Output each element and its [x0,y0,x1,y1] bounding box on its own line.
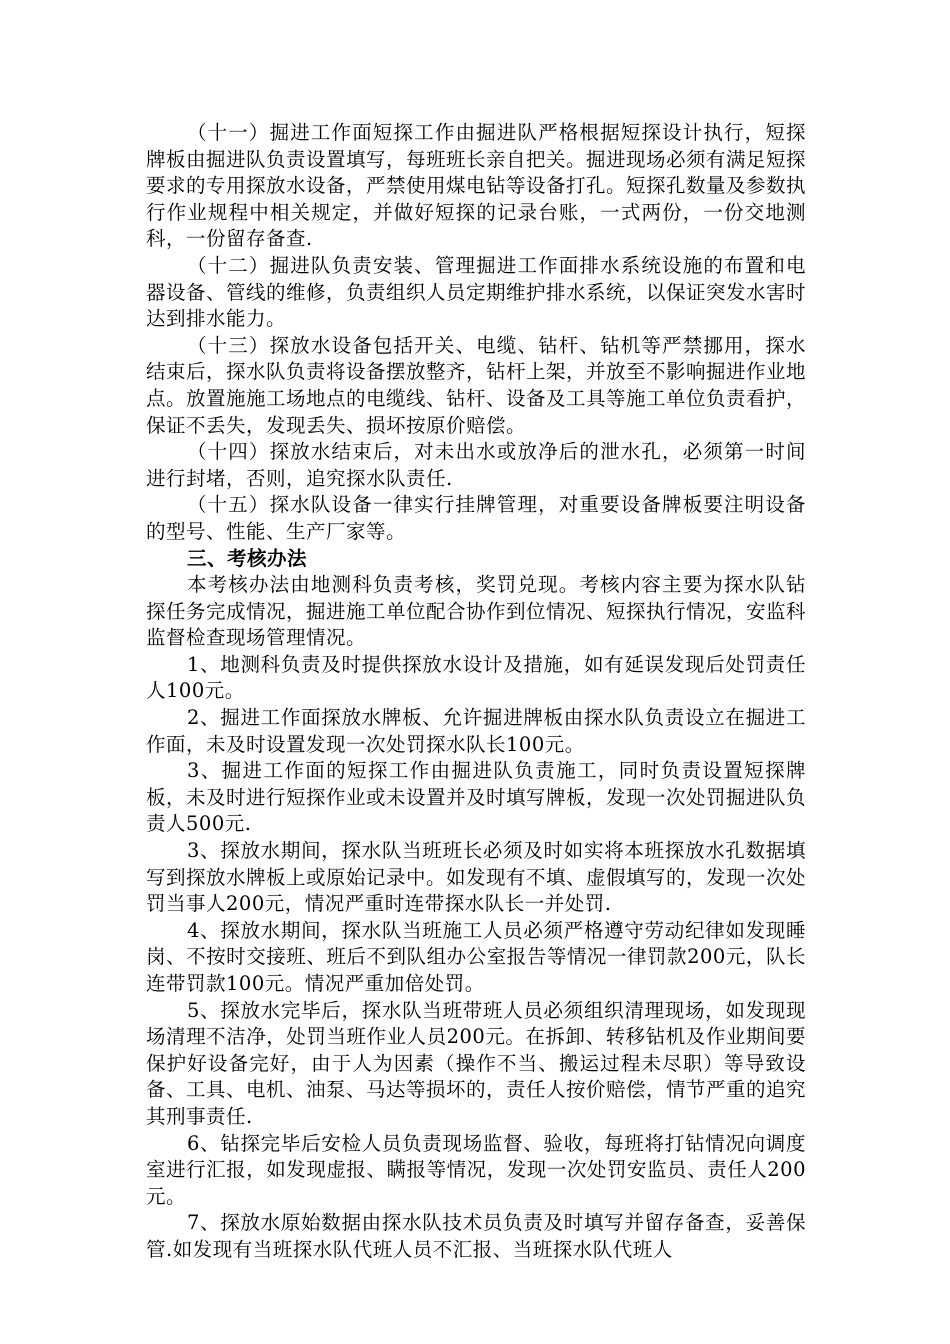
assessment-item-3b: 3、探放水期间，探水队当班班长必须及时如实将本班探放水孔数据填写到探放水牌板上或原始记录中。如发现有不填、虚假填写的，发现一次处罚当事人200元，情况严重时连带探水队长一并处罚. [146,839,807,916]
assessment-item-7: 7、探放水原始数据由探水队技术员负责及时填写并留存备查，妥善保管.如发现有当班探水队代班人员不汇报、当班探水队代班人 [146,1211,806,1261]
document-body [146,120,806,1264]
paragraph-11: （十一）掘进工作面短探工作由掘进队严格根据短探设计执行，短探牌板由掘进队负责设置填写，每班班长亲自把关。掘进现场必须有满足短探要求的专用探放水设备，严禁使用煤电钻等设备打孔。短探孔数量及参数执行作业规程中相关规定，并做好短探的记录台账，一式两份，一份交地测科，一份留存备查. [146,121,807,251]
assessment-item-4: 4、探放水期间，探水队当班施工人员必须严格遵守劳动纪律如发现睡岗、不按时交接班、班后不到队组办公室报告等情况一律罚款200元，队长连带罚款100元。情况严重加倍处罚。 [146,918,806,995]
assessment-item-1: 1、地测科负责及时提供探放水设计及措施，如有延误发现后处罚责任人100元。 [146,652,806,703]
assessment-intro: 本考核办法由地测科负责考核，奖罚兑现。考核内容主要为探水队钻探任务完成情况，掘进施工单位配合协作到位情况、短探执行情况，安监科监督检查现场管理情况。 [146,573,807,650]
paragraph-12: （十二）掘进队负责安装、管理掘进工作面排水系统设施的布置和电器设备、管线的维修，负责组织人员定期维护排水系统，以保证突发水害时达到排水能力。 [146,253,807,331]
section-heading: 三、考核办法 [186,546,307,570]
paragraph-15: （十五）探水队设备一律实行挂牌管理，对重要设备牌板要注明设备的型号、性能、生产厂家等。 [146,493,806,543]
assessment-item-5: 5、探放水完毕后，探水队当班带班人员必须组织清理现场，如发现现场清理不洁净，处罚当班作业人员200元。在拆卸、转移钻机及作业期间要保护好设备完好，由于人为因素（操作不当、搬运过程未尽职）等导致设备、工具、电机、油泵、马达等损坏的，责任人按价赔偿，情节严重的追究其刑事责任. [146,998,807,1128]
assessment-item-3a: 3、掘进工作面的短探工作由掘进队负责施工，同时负责设置短探牌板，未及时进行短探作业或未设置并及时填写牌板，发现一次处罚掘进队负责人500元. [146,759,807,836]
paragraph-14: （十四）探放水结束后，对未出水或放净后的泄水孔，必须第一时间进行封堵，否则，追究探水队责任. [146,440,806,490]
assessment-item-2: 2、掘进工作面探放水牌板、允许掘进牌板由探水队负责设立在掘进工作面，未及时设置发现一次处罚探水队长100元。 [146,706,806,756]
assessment-item-6: 6、钻探完毕后安检人员负责现场监督、验收，每班将打钻情况向调度室进行汇报，如发现虚报、瞒报等情况，发现一次处罚安监员、责任人200元。 [146,1131,806,1208]
paragraph-13: （十三）探放水设备包括开关、电缆、钻杆、钻机等严禁挪用，探水结束后，探水队负责将设备摆放整齐，钻杆上架，并放至不影响掘进作业地点。放置施施工场地点的电缆线、钻杆、设备及工具等施工单位负责看护，保证不丢失，发现丢失、损坏按原价赔偿。 [146,333,807,437]
